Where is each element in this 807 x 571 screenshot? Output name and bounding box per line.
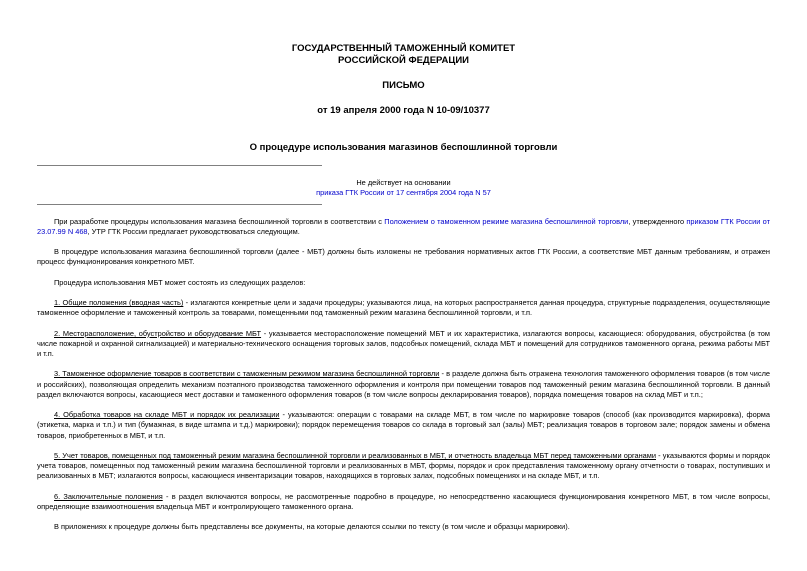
divider-bottom: [37, 204, 322, 205]
document-type: ПИСЬМО: [382, 80, 425, 91]
paragraph-sections-intro: Процедура использования МБТ может состоять из следующих разделов:: [54, 277, 306, 287]
document-body: [37, 217, 770, 533]
section-4: 4. Обработка товаров на складе МБТ и порядок их реализации - указываются: операции с товарами на складе МБТ, в том числе по маркировке товаров (способ (как производится маркировка), форма (этикетка, марка и т.п.) и тип (бумажная, в виде штампа и т.д.) маркировки); порядок перемещения товаров со склада в торговый зал (залы) МБТ; реализация товаров в торговом зале; порядок замены и обмена товаров, приобретенных в МБТ, и т.п.: [37, 410, 770, 440]
org-line-2: РОССИЙСКОЙ ФЕДЕРАЦИИ: [337, 54, 469, 66]
section-2-heading: 2. Месторасположение, обустройство и оборудование МБТ: [54, 328, 262, 338]
section-3-heading: 3. Таможенное оформление товаров в соответствии с таможенным режимом магазина беспошлинной торговли: [54, 369, 440, 379]
section-5-heading: 5. Учет товаров, помещенных под таможенный режим магазина беспошлинной торговли и реализованных в МБТ, и отчетность владельца МБТ перед таможенными органами: [54, 451, 656, 461]
order-link[interactable]: приказом ГТК России от 23.07.99 N 468: [37, 216, 771, 236]
document-title: О процедуре использования магазинов беспошлинной торговли: [249, 142, 558, 153]
section-2: 2. Месторасположение, обустройство и оборудование МБТ - указывается месторасположение помещений МБТ и их характеристика, излагаются вопросы, касающиеся: оборудования, обустройства (в том числе пожарной и охранной сигнализацией) и материально-технического оснащения торговых залов, подсобных помещений, склада МБТ и помещений для сотрудников таможенного органа, режима работы МБТ и т.п.: [37, 328, 770, 359]
status-note: [37, 178, 770, 198]
section-1-heading: 1. Общие положения (вводная часть): [54, 298, 184, 308]
section-1: 1. Общие положения (вводная часть) - излагаются конкретные цели и задачи процедуры; указываются лица, на которых распространяется данная процедура, структурные подразделения, осуществляющие таможенное оформление и таможенный контроль за товарами, помещенными под таможенный режим магазина беспошлинной торговли, и т.п.: [37, 298, 770, 318]
section-6-heading: 6. Заключительные положения: [54, 491, 163, 501]
regulation-link[interactable]: Положением о таможенном режиме магазина беспошлинной торговли: [384, 216, 629, 226]
paragraph-intro: При разработке процедуры использования магазина беспошлинной торговли в соответствии с Положением о таможенном режиме магазина беспошлинной торговли, утвержденного приказом ГТК России от 23.07.99 N 468, УТР ГТК России предлагает руководствоваться следующим.: [37, 216, 771, 236]
paragraph-definition: В процедуре использования магазина беспошлинной торговли (далее - МБТ) должны быть изложены не требования нормативных актов ГТК России, а соответствие МБТ данным требованиям, и отражен процесс функционирования конкретного МБТ.: [37, 247, 770, 267]
section-5: 5. Учет товаров, помещенных под таможенный режим магазина беспошлинной торговли и реализованных в МБТ, и отчетность владельца МБТ перед таможенными органами - указываются формы и порядок учета товаров, помещенных под таможенный режим магазина беспошлинной торговли и реализованных в МБТ, формы, порядок и срок представления таможенному органу отчетности о товарах, поступивших и реализованных в МБТ; излагаются вопросы, касающиеся инвентаризации товаров, находящихся в торговых залах, подсобных помещениях и на складе МБТ, и т.п.: [37, 451, 770, 481]
document-date: от 19 апреля 2000 года N 10-09/10377: [317, 104, 490, 116]
divider-top: [37, 165, 322, 166]
org-line-1: ГОСУДАРСТВЕННЫЙ ТАМОЖЕННЫЙ КОМИТЕТ: [291, 43, 516, 54]
status-link[interactable]: приказа ГТК России от 17 сентября 2004 года N 57: [316, 187, 491, 197]
status-line: Не действует на основании: [356, 177, 451, 187]
paragraph-appendix: В приложениях к процедуре должны быть представлены все документы, на которые делаются ссылки по тексту (в том числе и образцы маркировки).: [54, 522, 570, 532]
section-4-heading: 4. Обработка товаров на складе МБТ и порядок их реализации: [54, 410, 280, 420]
section-6: 6. Заключительные положения - в раздел включаются вопросы, не рассмотренные подробно в процедуре, но непосредственно касающиеся функционирования конкретного МБТ, в том числе вопросы, определяющие взаимоотношения владельца МБТ и контролирующего таможенного органа.: [37, 491, 771, 512]
issuing-organization: [37, 0, 770, 66]
section-3: 3. Таможенное оформление товаров в соответствии с таможенным режимом магазина беспошлинной торговли - в разделе должна быть отражена технология таможенного оформления товаров (в том числе и российских), позволяющая определить механизм поэтапного производства таможенного оформления и контроля при помещении товаров под таможенный режим магазина беспошлинной торговли. В данный раздел включаются вопросы, касающиеся мест доставки и таможенного оформления товаров (в том числе вопросы декларирования товаров), порядка помещения товаров на склад МБТ и т.п.;: [37, 369, 771, 399]
